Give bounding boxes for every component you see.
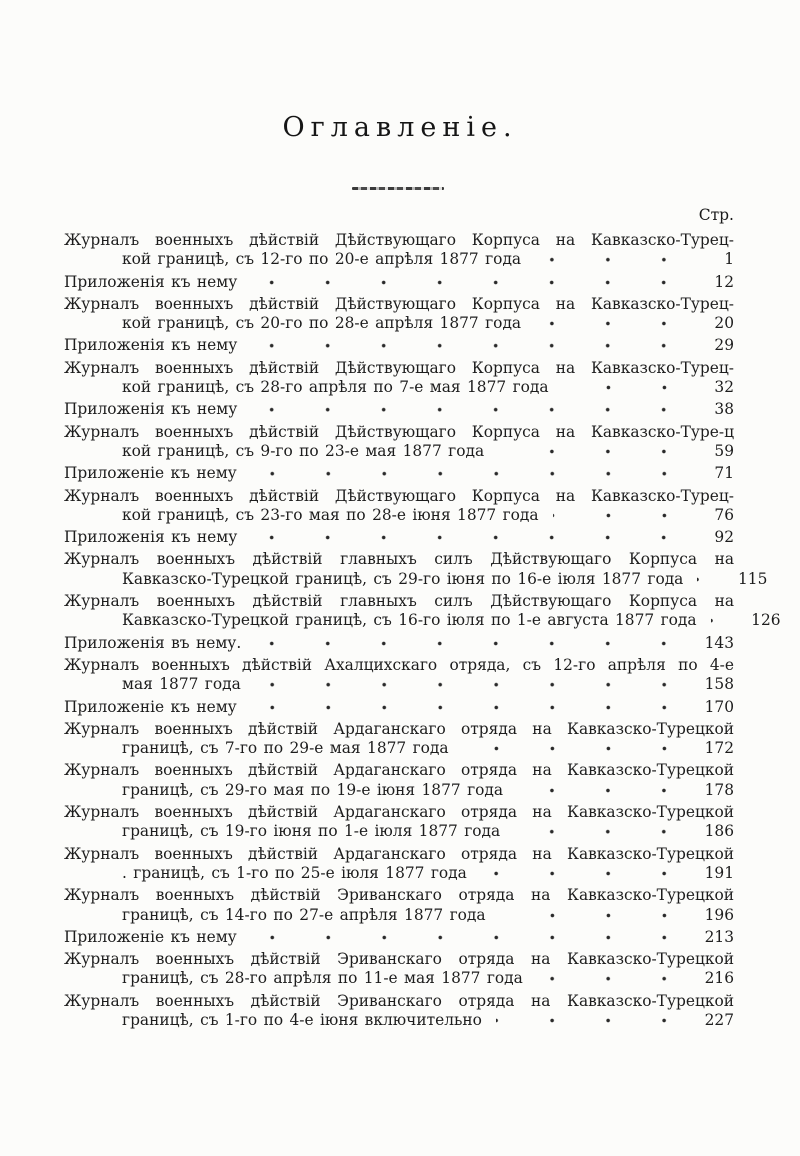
- toc-entry-text-line2: мая 1877 года: [122, 675, 241, 694]
- dot-leader: [498, 442, 684, 461]
- toc-entry-text-line1: Журналъ военныхъ дѣйствій Эриванскаго отряда на Кавказско-Турецкой: [64, 991, 734, 1010]
- dot-leader: [517, 781, 684, 800]
- dot-leader: [711, 611, 731, 630]
- toc-entry-row: [64, 528, 734, 547]
- page-number: 126: [751, 611, 781, 630]
- toc-entry-text: Приложеніе къ нему: [64, 464, 237, 483]
- dot-leader: [563, 378, 684, 397]
- toc-entry-text-line2: границѣ, съ 29-го мая по 19-е іюня 1877 года: [122, 780, 504, 799]
- toc-entry-text-line1: Журналъ военныхъ дѣйствій главныхъ силъ Дѣйствующаго Корпуса на: [64, 592, 734, 611]
- toc-entry-text-line1: Журналъ военныхъ дѣйствій Дѣйствующаго Корпуса на Кавказско-Турец-: [64, 294, 734, 313]
- page-number: 186: [704, 822, 734, 841]
- toc-entry-text-line1: Журналъ военныхъ дѣйствій Ардаганскаго отряда на Кавказско-Турецкой: [64, 719, 734, 738]
- toc-entry-text: Приложенія къ нему: [64, 272, 238, 291]
- toc-entry: [64, 464, 734, 483]
- toc-entry-text-line2: кой границѣ, съ 28-го апрѣля по 7-е мая 1877 года: [122, 378, 549, 397]
- page-number: 172: [704, 739, 734, 758]
- toc-entry-text: Приложенія къ нему: [64, 528, 238, 547]
- page-number: 216: [704, 969, 734, 988]
- toc-entry: [64, 634, 734, 653]
- page-number: 170: [704, 697, 734, 716]
- title-rule: [352, 187, 444, 190]
- toc-entry-text-line2: кой границѣ, съ 9-го по 23-е мая 1877 года: [122, 441, 485, 460]
- dot-leader: [697, 570, 717, 589]
- toc-entry-row: [64, 464, 734, 483]
- toc-entry-row: [64, 822, 734, 841]
- toc-entry: [64, 528, 734, 547]
- toc-entry-row: [64, 1011, 734, 1030]
- dot-leader: [553, 506, 684, 525]
- toc-entry-row: [64, 314, 734, 333]
- page-number: 115: [737, 569, 768, 588]
- page-number: 227: [704, 1010, 734, 1029]
- dot-leader: [251, 928, 684, 947]
- toc-entry: [64, 487, 734, 526]
- toc-entry-text-line2: Кавказско-Турецкой границѣ, съ 16-го іюля по 1-е августа 1877 года: [122, 611, 697, 630]
- toc-entry-text: Приложеніе къ нему: [64, 697, 237, 716]
- dot-leader: [251, 336, 684, 355]
- page-number: 1: [724, 250, 734, 269]
- page-title: Оглавленіе.: [282, 112, 518, 143]
- page-number: 92: [714, 528, 734, 547]
- toc-entry-text-line2: кой границѣ, съ 20-го по 28-е апрѣля 1877 года: [122, 314, 522, 333]
- toc-entry-row: [64, 400, 734, 419]
- toc-entry-row: [64, 969, 734, 988]
- toc-entry: [64, 698, 734, 717]
- toc-entry-text-line2: . границѣ, съ 1-го по 25-е іюля 1877 года: [122, 863, 467, 882]
- toc-entry-text-line2: границѣ, съ 19-го іюня по 1-е іюля 1877 года: [122, 822, 501, 841]
- toc-entry-row: [64, 634, 734, 653]
- toc-entry: [64, 950, 734, 989]
- dot-leader: [251, 273, 684, 292]
- page-column-header: Стр.: [698, 206, 734, 224]
- toc-entry: [64, 656, 734, 695]
- table-of-contents: [64, 231, 781, 1033]
- dot-leader: [537, 969, 684, 988]
- page-number: 158: [704, 675, 734, 694]
- page-number: 59: [714, 441, 734, 460]
- dot-leader: [251, 400, 684, 419]
- toc-entry: [64, 231, 734, 270]
- page-number: 32: [714, 378, 734, 397]
- toc-entry-row: [64, 569, 768, 589]
- toc-entry: [64, 845, 734, 884]
- toc-entry: [64, 295, 734, 334]
- dot-leader: [255, 675, 684, 694]
- page-number: 29: [714, 336, 734, 355]
- dot-leader: [481, 864, 684, 883]
- toc-entry-row: [64, 675, 734, 694]
- toc-entry-row: [64, 928, 734, 947]
- dot-leader: [251, 698, 684, 717]
- toc-entry: [64, 336, 734, 355]
- toc-entry-text-line1: Журналъ военныхъ дѣйствій Ардаганскаго отряда на Кавказско-Турецкой: [64, 803, 734, 822]
- toc-entry-text: Приложенія въ нему.: [64, 633, 242, 652]
- toc-entry-text-line2: Кавказско-Турецкой границѣ, съ 29-го іюня по 16-е іюля 1877 года: [122, 569, 684, 588]
- toc-entry-row: [64, 739, 734, 758]
- dot-leader: [255, 634, 684, 653]
- toc-entry-text-line1: Журналъ военныхъ дѣйствій главныхъ силъ Дѣйствующаго Корпуса на: [64, 550, 734, 569]
- toc-entry-text-line2: кой границѣ, съ 23-го мая по 28-е іюня 1877 года: [122, 505, 539, 524]
- toc-entry: [64, 761, 734, 800]
- toc-entry: [64, 400, 734, 419]
- toc-entry-text-line1: Журналъ военныхъ дѣйствій Эриванскаго отряда на Кавказско-Турецкой: [64, 950, 734, 969]
- toc-entry-text-line2: границѣ, съ 28-го апрѣля по 11-е мая 1877 года: [122, 969, 523, 988]
- toc-entry-text: Приложенія къ нему: [64, 336, 238, 355]
- toc-entry: [64, 992, 734, 1031]
- page-number: 213: [704, 927, 734, 946]
- toc-entry-text: Приложенія къ нему: [64, 400, 238, 419]
- page-number: 71: [714, 464, 734, 483]
- toc-entry-text-line1: Журналъ военныхъ дѣйствій Ахалцихскаго отряда, съ 12-го апрѣля по 4-е: [64, 655, 734, 674]
- toc-entry-row: [64, 336, 734, 355]
- toc-entry: [64, 928, 734, 947]
- toc-entry-row: [64, 273, 734, 292]
- page-number: 38: [714, 400, 734, 419]
- toc-entry-row: [64, 906, 734, 925]
- toc-entry-text-line1: Журналъ военныхъ дѣйствій Дѣйствующаго Корпуса на Кавказско-Турец-: [64, 231, 734, 249]
- toc-entry-text-line1: Журналъ военныхъ дѣйствій Дѣйствующаго Корпуса на Кавказско-Туре-ц: [64, 422, 734, 441]
- dot-leader: [535, 250, 684, 269]
- toc-entry-text-line1: Журналъ военныхъ дѣйствій Дѣйствующаго Корпуса на Кавказско-Турец-: [64, 486, 734, 505]
- toc-entry: [64, 550, 768, 589]
- toc-entry-row: [64, 442, 734, 461]
- toc-entry-row: [64, 250, 734, 269]
- toc-entry-text-line1: Журналъ военныхъ дѣйствій Эриванскаго отряда на Кавказско-Турецкой: [64, 886, 734, 905]
- toc-entry-text-line1: Журналъ военныхъ дѣйствій Ардаганскаго отряда на Кавказско-Турецкой: [64, 844, 734, 863]
- dot-leader: [496, 1011, 684, 1030]
- toc-entry-row: [64, 698, 734, 717]
- toc-entry-row: [64, 378, 734, 397]
- toc-entry: [64, 886, 734, 925]
- dot-leader: [535, 314, 684, 333]
- dot-leader: [251, 464, 684, 483]
- toc-entry-text-line2: кой границѣ, съ 12-го по 20-е апрѣля 1877 года: [122, 250, 522, 269]
- toc-entry-row: [64, 506, 734, 525]
- toc-entry: [64, 592, 781, 631]
- toc-entry: [64, 803, 734, 842]
- toc-entry: [64, 720, 734, 759]
- page-number: 20: [714, 314, 734, 333]
- page-number: 196: [704, 905, 734, 924]
- toc-entry: [64, 423, 734, 462]
- toc-entry-row: [64, 864, 734, 883]
- dot-leader: [500, 906, 684, 925]
- page-number: 76: [714, 505, 734, 524]
- dot-leader: [463, 739, 684, 758]
- toc-entry: [64, 273, 734, 292]
- toc-entry: [64, 359, 734, 398]
- toc-entry-text-line2: границѣ, съ 1-го по 4-е іюня включительно: [122, 1010, 482, 1029]
- toc-entry-text-line1: Журналъ военныхъ дѣйствій Дѣйствующаго Корпуса на Кавказско-Турец-: [64, 358, 734, 377]
- page-number: 178: [704, 780, 734, 799]
- toc-entry-text-line2: границѣ, съ 7-го по 29-е мая 1877 года: [122, 739, 449, 758]
- dot-leader: [251, 528, 684, 547]
- dot-leader: [514, 822, 684, 841]
- toc-entry-text-line2: границѣ, съ 14-го по 27-е апрѣля 1877 года: [122, 905, 486, 924]
- toc-entry-row: [64, 781, 734, 800]
- page-number: 143: [704, 633, 734, 652]
- toc-entry-row: [64, 611, 781, 630]
- toc-entry-text-line1: Журналъ военныхъ дѣйствій Ардаганскаго отряда на Кавказско-Турецкой: [64, 761, 734, 780]
- toc-entry-text: Приложеніе къ нему: [64, 927, 237, 946]
- page-number: 191: [704, 863, 734, 882]
- page-number: 12: [714, 272, 734, 291]
